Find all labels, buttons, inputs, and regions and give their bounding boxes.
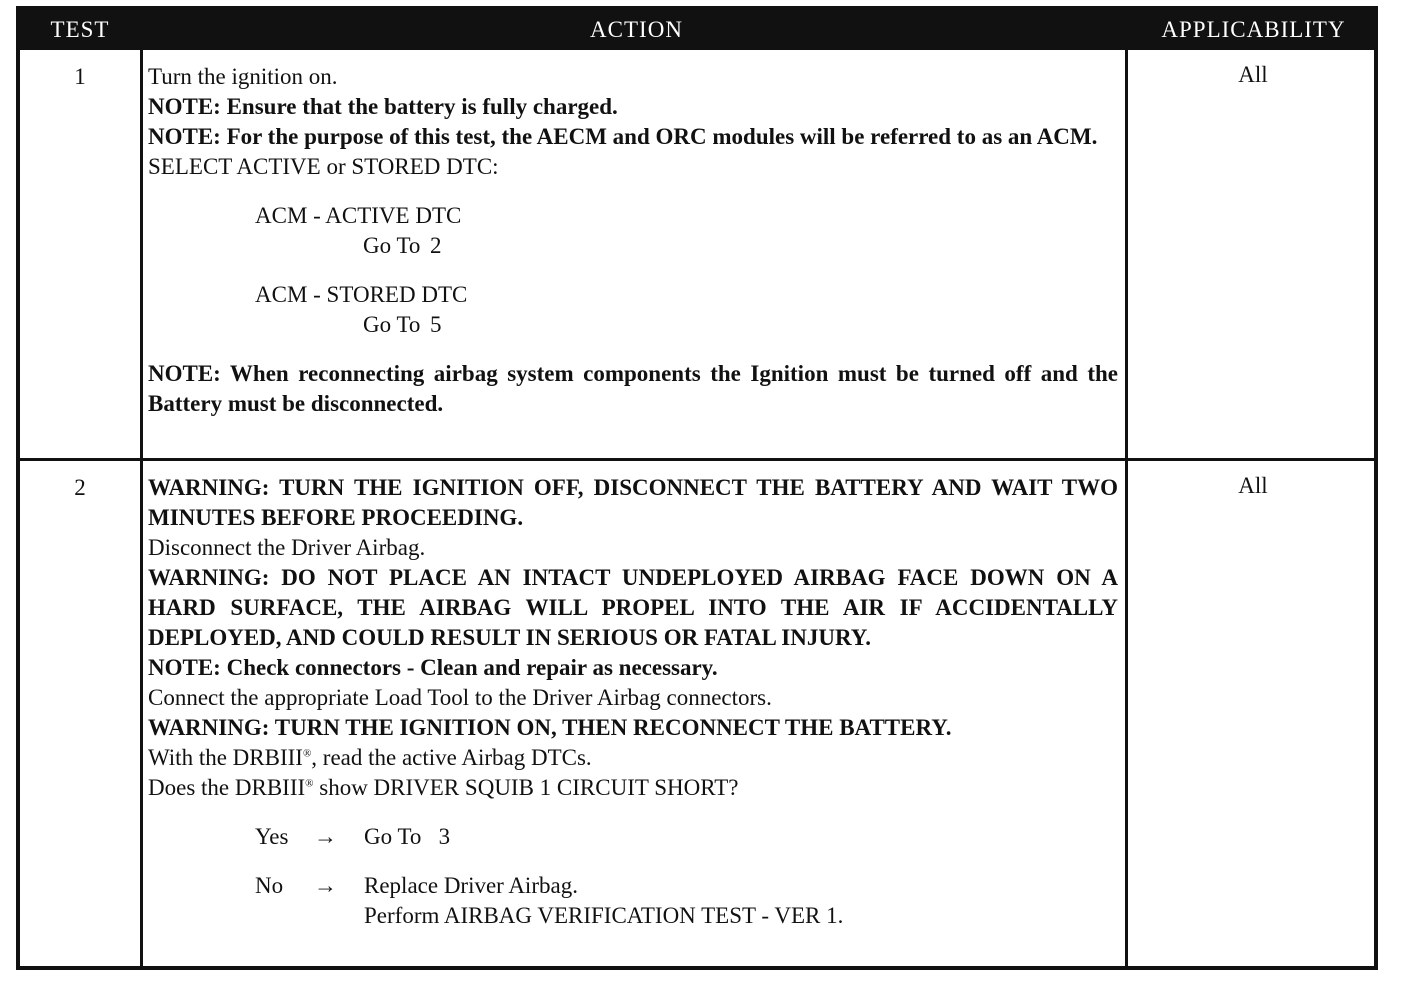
no-action: Replace Driver Airbag.	[364, 873, 578, 898]
goto-line	[148, 231, 1118, 261]
registered-mark: ®	[302, 747, 312, 760]
arrow-icon: →	[314, 873, 337, 898]
action-text: Disconnect the Driver Airbag.	[148, 535, 426, 560]
no-option	[148, 871, 1118, 901]
arrow-icon: →	[314, 824, 337, 849]
applicability-value: All	[1238, 62, 1268, 87]
warning-text: WARNING: TURN THE IGNITION OFF, DISCONNECT THE BATTERY AND WAIT TWO MINUTES BEFORE PROCEEDING.	[148, 475, 1118, 530]
goto-number: 5	[430, 312, 442, 337]
action-text: Connect the appropriate Load Tool to the Driver Airbag connectors.	[148, 685, 772, 710]
action-text: With the DRBIII®, read the active Airbag DTCs.	[148, 745, 592, 770]
no-action: Perform AIRBAG VERIFICATION TEST - VER 1.	[364, 903, 844, 928]
action-cell	[148, 473, 1118, 931]
action-cell	[148, 62, 1118, 419]
yes-action: Go To 3	[364, 824, 451, 849]
yes-label: Yes	[255, 824, 289, 849]
goto-text: Go To	[363, 233, 421, 258]
goto-number: 2	[430, 233, 442, 258]
warning-text: WARNING: TURN THE IGNITION ON, THEN RECONNECT THE BATTERY.	[148, 715, 952, 740]
note-text: NOTE: When reconnecting airbag system components the Ignition must be turned off and the Battery must be disconnected.	[148, 361, 1118, 416]
diagnostic-test-table	[16, 6, 1378, 970]
header-test: TEST	[50, 17, 110, 42]
option-label: ACM - ACTIVE DTC	[255, 203, 462, 228]
note-text: NOTE: Ensure that the battery is fully charged.	[148, 94, 618, 119]
question-text: Does the DRBIII® show DRIVER SQUIB 1 CIRCUIT SHORT?	[148, 775, 739, 800]
note-text: NOTE: Check connectors - Clean and repair as necessary.	[148, 655, 718, 680]
warning-text: WARNING: DO NOT PLACE AN INTACT UNDEPLOYED AIRBAG FACE DOWN ON A HARD SURFACE, THE AIRBAG WILL PROPEL INTO THE AIR IF ACCIDENTALLY DEPLOYED, AND COULD RESULT IN SERIOUS OR FATAL INJURY.	[148, 565, 1118, 650]
note-text: NOTE: For the purpose of this test, the AECM and ORC modules will be referred to as an ACM.	[148, 124, 1098, 149]
goto-line	[148, 310, 1118, 340]
applicability-value: All	[1238, 473, 1268, 498]
goto-text: Go To	[363, 312, 421, 337]
table-row	[20, 461, 1374, 966]
header-action: ACTION	[590, 17, 683, 42]
action-text: SELECT ACTIVE or STORED DTC:	[148, 154, 499, 179]
header-applicability: APPLICABILITY	[1161, 17, 1346, 42]
test-number: 1	[74, 64, 86, 89]
test-number: 2	[74, 475, 86, 500]
table-row	[20, 50, 1374, 458]
no-option-continued	[148, 901, 1118, 931]
table-header	[20, 10, 1374, 50]
option-label: ACM - STORED DTC	[255, 282, 468, 307]
registered-mark: ®	[305, 777, 314, 790]
yes-option	[148, 822, 1118, 852]
no-label: No	[255, 873, 284, 898]
action-text: Turn the ignition on.	[148, 64, 338, 89]
